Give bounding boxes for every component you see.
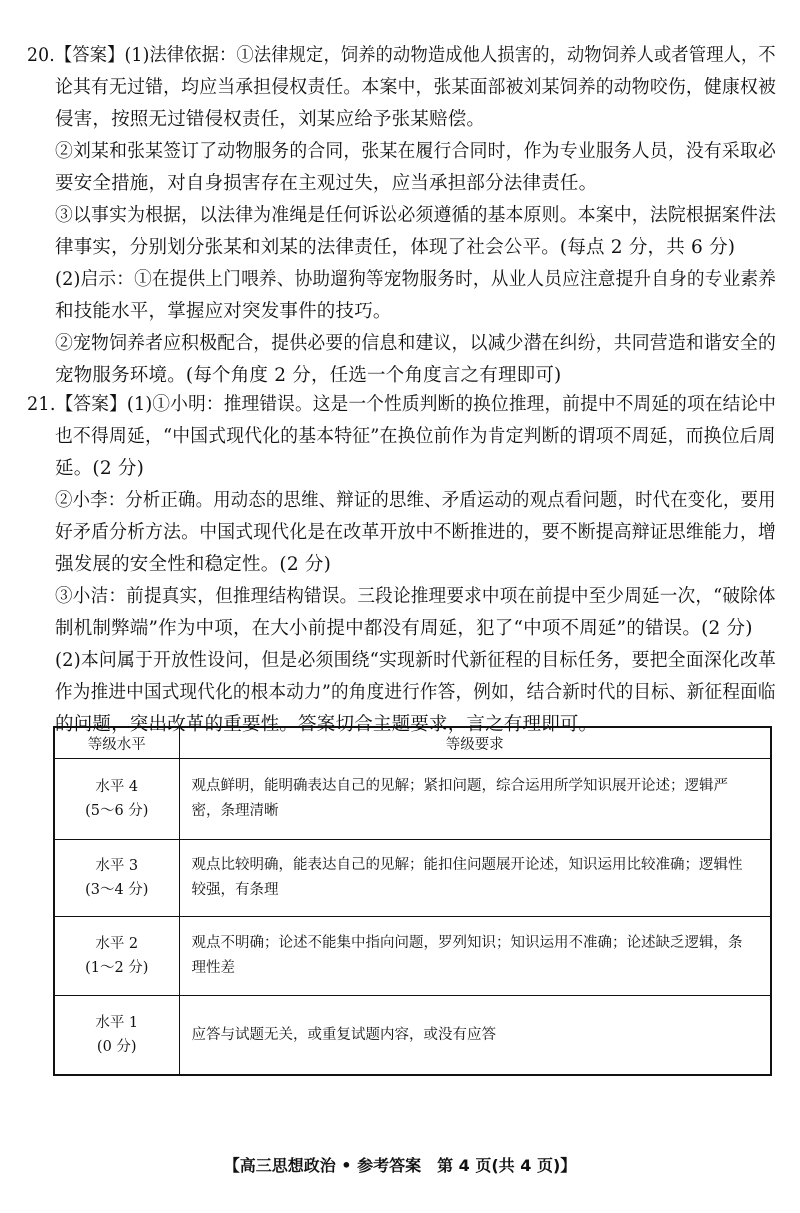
q21-line: 制机制弊端”作为中项，在大小前提中都没有周延，犯了“中项不周延”的错误。(2 分) [55, 618, 753, 639]
requirement-cell [179, 917, 771, 996]
header-requirement: 等级要求 [179, 727, 771, 759]
q20-line: ③以事实为根据，以法律为准绳是任何诉讼必须遵循的基本原则。本案中，法院根据案件法 [55, 205, 777, 226]
requirement-line: 观点不明确；论述不能集中指向问题，罗列知识；知识运用不准确；论述缺乏逻辑，条 [191, 935, 743, 951]
table-row [54, 917, 771, 996]
q21-line: ②小李：分析正确。用动态的思维、辩证的思维、矛盾运动的观点看问题，时代在变化，要用 [55, 490, 776, 511]
requirement-line: 较强，有条理 [191, 882, 279, 898]
requirement-line: 密，条理清晰 [191, 803, 279, 819]
q21-line: 好矛盾分析方法。中国式现代化是在改革开放中不断推进的，要不断提高辩证思维能力，增 [55, 522, 777, 543]
q21-line: ③小洁：前提真实，但推理结构错误。三段论推理要求中项在前提中至少周延一次，“破除体 [55, 586, 776, 607]
requirement-cell [179, 759, 771, 840]
page-footer: 【高三思想政治 • 参考答案 第 4 页(共 4 页)】 [223, 1156, 577, 1175]
q20-line: (2)启示：①在提供上门喂养、协助遛狗等宠物服务时，从业人员应注意提升自身的专业素养 [55, 269, 777, 290]
level-name: 水平 4 [95, 779, 139, 795]
level-cell [54, 840, 179, 917]
level-cell [54, 996, 179, 1076]
q20-line: 要安全措施，对自身损害存在主观过失，应当承担部分法律责任。 [55, 173, 598, 194]
q20-line: 宠物服务环境。(每个角度 2 分，任选一个角度言之有理即可) [55, 365, 562, 386]
q20-line: ②刘某和张某签订了动物服务的合同，张某在履行合同时，作为专业服务人员，没有采取必 [55, 141, 777, 162]
level-score: (5～6 分) [85, 803, 149, 819]
q21-line: 强发展的安全性和稳定性。(2 分) [55, 554, 331, 575]
q20-line: 20.【答案】(1)法律依据：①法律规定，饲养的动物造成他人损害的，动物饲养人或者管理人，不 [27, 45, 776, 66]
level-name: 水平 2 [95, 936, 139, 952]
level-cell [54, 759, 179, 840]
header-level: 等级水平 [54, 727, 179, 759]
q21-line: (2)本问属于开放性设问，但是必须围绕“实现新时代新征程的目标任务，要把全面深化改革 [55, 650, 777, 671]
requirement-line: 观点鲜明，能明确表达自己的见解；紧扣问题，综合运用所学知识展开论述；逻辑严 [191, 778, 728, 794]
q20-line: 律事实，分别划分张某和刘某的法律责任，体现了社会公平。(每点 2 分，共 6 分) [55, 237, 736, 258]
q21-line: 作为推进中国式现代化的根本动力”的角度进行作答，例如，结合新时代的目标、新征程面临 [55, 682, 776, 703]
requirement-line: 理性差 [191, 960, 235, 976]
q21-line: 的问题，突出改革的重要性。答案切合主题要求，言之有理即可。 [55, 714, 598, 735]
table-row [54, 996, 771, 1076]
q21-line: 延。(2 分) [55, 458, 144, 479]
q20-line: ②宠物饲养者应积极配合，提供必要的信息和建议，以减少潜在纠纷，共同营造和谐安全的 [55, 333, 777, 354]
requirement-line: 观点比较明确，能表达自己的见解；能扣住问题展开论述，知识运用比较准确；逻辑性 [191, 857, 743, 873]
table-header-row [54, 727, 771, 759]
q21-line: 也不得周延，“中国式现代化的基本特征”在换位前作为肯定判断的谓项不周延，而换位后周 [55, 426, 776, 447]
table-row [54, 840, 771, 917]
level-score: (1～2 分) [85, 960, 149, 976]
level-name: 水平 3 [95, 858, 139, 874]
level-name: 水平 1 [95, 1015, 139, 1031]
requirement-cell [179, 840, 771, 917]
q20-line: 论其有无过错，均应当承担侵权责任。本案中，张某面部被刘某饲养的动物咬伤，健康权被 [55, 77, 777, 98]
table-row [54, 759, 771, 840]
q21-line: 21.【答案】(1)①小明：推理错误。这是一个性质判断的换位推理，前提中不周延的项在结论中 [27, 394, 777, 415]
requirement-cell [179, 996, 771, 1076]
q20-line: 侵害，按照无过错侵权责任，刘某应给予张某赔偿。 [55, 109, 486, 130]
q20-line: 和技能水平，掌握应对突发事件的技巧。 [55, 301, 392, 322]
grading-table [53, 726, 772, 1076]
level-score: (3～4 分) [85, 882, 149, 898]
level-cell [54, 917, 179, 996]
level-score: (0 分) [96, 1039, 137, 1055]
requirement-line: 应答与试题无关，或重复试题内容，或没有应答 [191, 1026, 496, 1043]
